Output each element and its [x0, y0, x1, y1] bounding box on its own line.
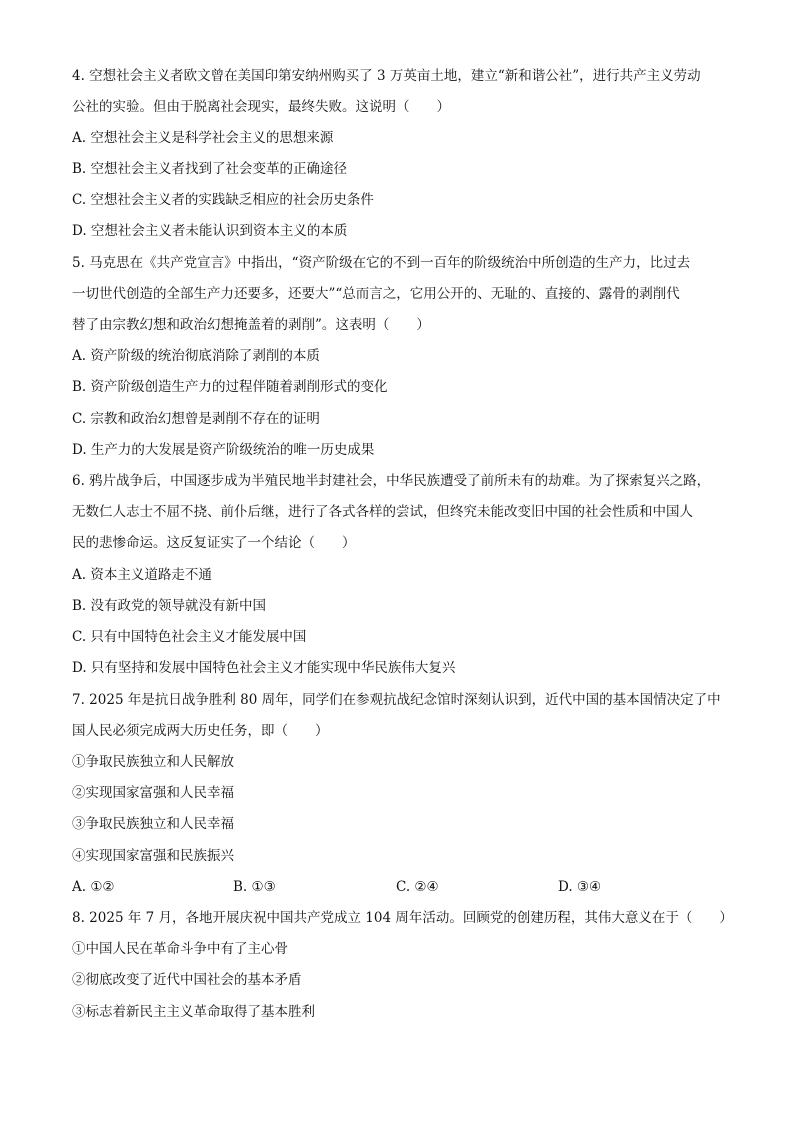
- q5-option-a: A. 资产阶级的统治彻底消除了剥削的本质: [72, 348, 320, 364]
- q6-option-c: C. 只有中国特色社会主义才能发展中国: [72, 629, 307, 645]
- q8-statement-1: ①中国人民在革命斗争中有了主心骨: [72, 941, 288, 957]
- q6-option-a: A. 资本主义道路走不通: [72, 567, 212, 583]
- q8-statement-3: ③标志着新民主主义革命取得了基本胜利: [72, 1004, 315, 1020]
- q5-stem-line-2: 一切世代创造的全部生产力还要多，还要大”“总而言之，它用公开的、无耻的、直接的、露骨的剥削代: [72, 286, 680, 302]
- q7-stem-line-2: 国人民必须完成两大历史任务，即（ ）: [72, 723, 329, 739]
- q4-stem-line-1: 4. 空想社会主义者欧文曾在美国印第安纳州购买了 3 万英亩土地，建立“新和谐公社”，进行共产主义劳动: [72, 68, 701, 84]
- q7-statement-3: ③争取民族独立和人民幸福: [72, 816, 234, 832]
- q4-option-c: C. 空想社会主义者的实践缺乏相应的社会历史条件: [72, 192, 374, 208]
- q7-choice-d: D. ③④: [558, 879, 602, 895]
- q5-option-c: C. 宗教和政治幻想曾是剥削不存在的证明: [72, 411, 320, 427]
- q4-option-a: A. 空想社会主义是科学社会主义的思想来源: [72, 130, 334, 146]
- q6-option-d: D. 只有坚持和发展中国特色社会主义才能实现中华民族伟大复兴: [72, 660, 456, 676]
- q6-stem-line-3: 民的悲惨命运。这反复证实了一个结论（ ）: [72, 535, 356, 551]
- q4-option-d: D. 空想社会主义者未能认识到资本主义的本质: [72, 223, 348, 239]
- q6-option-b: B. 没有政党的领导就没有新中国: [72, 598, 267, 614]
- q8-statement-2: ②彻底改变了近代中国社会的基本矛盾: [72, 972, 302, 988]
- q6-stem-line-1: 6. 鸦片战争后，中国逐步成为半殖民地半封建社会，中华民族遭受了前所未有的劫难。为了探索复兴之路，: [72, 473, 711, 489]
- q7-statement-4: ④实现国家富强和民族振兴: [72, 848, 234, 864]
- q5-option-b: B. 资产阶级创造生产力的过程伴随着剥削形式的变化: [72, 379, 388, 395]
- q7-choice-b: B. ①③: [233, 879, 276, 895]
- q5-stem-line-1: 5. 马克思在《共产党宣言》中指出，“资产阶级在它的不到一百年的阶级统治中所创造的生产力，比过去: [72, 255, 691, 271]
- q7-choice-c: C. ②④: [396, 879, 439, 895]
- q4-option-b: B. 空想社会主义者找到了社会变革的正确途径: [72, 161, 348, 177]
- q7-choice-a: A. ①②: [72, 879, 115, 895]
- q7-stem-line-1: 7. 2025 年是抗日战争胜利 80 周年，同学们在参观抗战纪念馆时深刻认识到，近代中国的基本国情决定了中: [72, 692, 721, 708]
- q8-stem-line-1: 8. 2025 年 7 月，各地开展庆祝中国共产党成立 104 周年活动。回顾党的创建历程，其伟大意义在于（ ）: [72, 910, 733, 926]
- q7-statement-2: ②实现国家富强和人民幸福: [72, 785, 234, 801]
- q5-stem-line-3: 替了由宗教幻想和政治幻想掩盖着的剥削”。这表明（ ）: [72, 317, 430, 333]
- q5-option-d: D. 生产力的大发展是资产阶级统治的唯一历史成果: [72, 442, 375, 458]
- q6-stem-line-2: 无数仁人志士不屈不挠、前仆后继，进行了各式各样的尝试，但终究未能改变旧中国的社会性质和中国人: [72, 504, 693, 520]
- q4-stem-line-2: 公社的实验。但由于脱离社会现实，最终失败。这说明（ ）: [72, 99, 450, 115]
- q7-statement-1: ①争取民族独立和人民解放: [72, 754, 234, 770]
